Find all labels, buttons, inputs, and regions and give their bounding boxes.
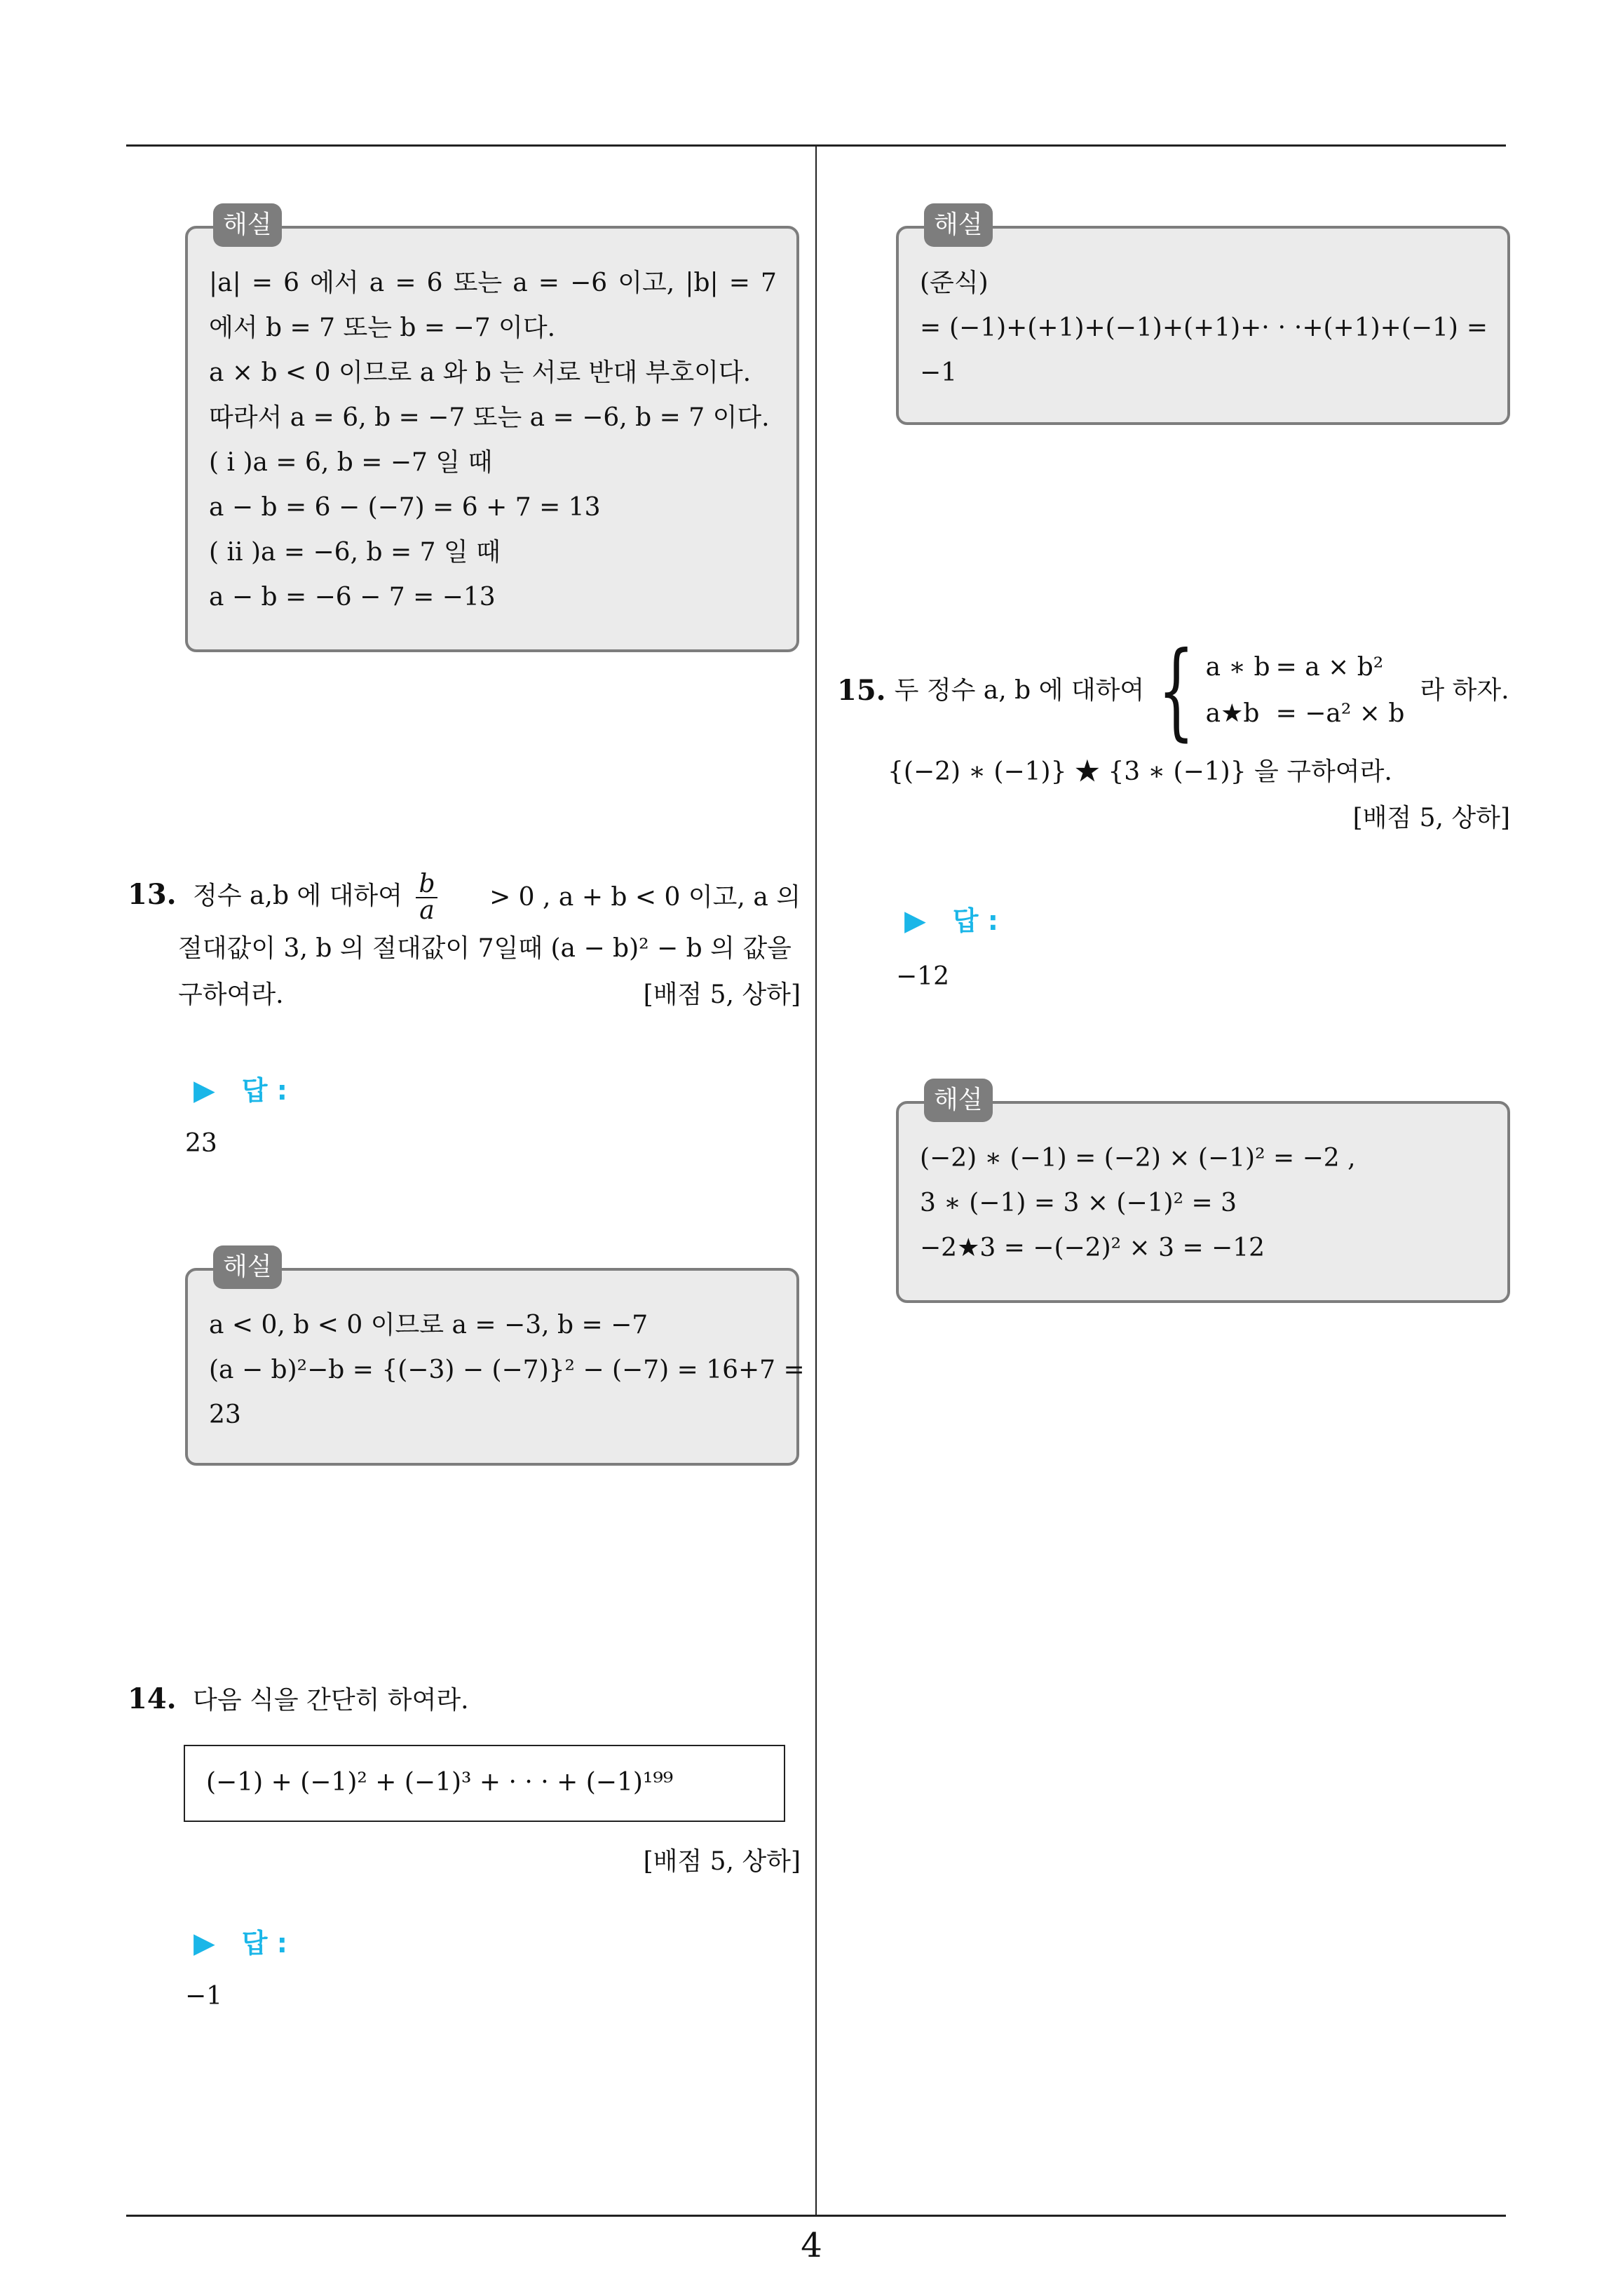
column-divider bbox=[815, 146, 817, 2215]
problem-text: 라 하자. bbox=[1420, 676, 1509, 705]
case-lhs: a ∗ b bbox=[1205, 653, 1270, 682]
answer-value: −12 bbox=[896, 962, 949, 991]
solution-line: |a| = 6 에서 a = 6 또는 a = −6 이고, |b| = 7 bbox=[209, 269, 777, 297]
solution-tag: 해설 bbox=[924, 203, 993, 247]
problem-text: 두 정수 a, b 에 대하여 bbox=[894, 676, 1145, 705]
solution-line: a × b < 0 이므로 a 와 b 는 서로 반대 부호이다. bbox=[209, 358, 752, 387]
solution-line: 23 bbox=[209, 1400, 241, 1429]
case-rhs: = a × b² bbox=[1275, 653, 1384, 682]
problem-15 bbox=[837, 630, 1510, 842]
solution-13-box bbox=[185, 1252, 805, 1466]
score-label: [배점 5, 상하] bbox=[1352, 804, 1510, 832]
play-triangle-icon: ▶ bbox=[193, 1927, 215, 1959]
problem-14 bbox=[128, 1676, 801, 1724]
question-number: 15. bbox=[837, 674, 886, 707]
solution-line: a < 0, b < 0 이므로 a = −3, b = −7 bbox=[209, 1311, 648, 1339]
problem-text: 정수 a,b 에 대하여 bbox=[193, 882, 402, 910]
left-brace-icon: { bbox=[1157, 630, 1195, 752]
problem-question: {(−2) ∗ (−1)} ★ {3 ∗ (−1)} 을 구하여라. bbox=[888, 757, 1392, 786]
score-label: [배점 5, 상하] bbox=[643, 980, 801, 1009]
bottom-rule bbox=[126, 2215, 1506, 2217]
solution-line: a − b = 6 − (−7) = 6 + 7 = 13 bbox=[209, 493, 601, 522]
problem-15-line-1 bbox=[837, 630, 1510, 752]
solution-14-box bbox=[896, 210, 1510, 425]
play-triangle-icon: ▶ bbox=[904, 905, 926, 937]
question-number: 14. bbox=[128, 1682, 177, 1715]
play-triangle-icon: ▶ bbox=[193, 1074, 215, 1107]
answer-label: ▶ 답 : bbox=[193, 1074, 287, 1107]
solution-tag: 해설 bbox=[924, 1079, 993, 1122]
problem-13 bbox=[128, 870, 801, 1018]
score-label: [배점 5, 상하] bbox=[643, 1847, 801, 1876]
case-rhs: = −a² × b bbox=[1275, 699, 1405, 728]
cases-list bbox=[1206, 644, 1405, 737]
problem-13-line-1 bbox=[128, 870, 801, 926]
problem-text: > 0 , a + b < 0 이고, a 의 bbox=[489, 883, 801, 912]
case-row bbox=[1206, 691, 1405, 737]
solution-tag: 해설 bbox=[213, 1245, 282, 1289]
fraction-b-over-a bbox=[416, 872, 437, 924]
problem-13-line-3 bbox=[128, 972, 801, 1018]
solution-line: (−2) ∗ (−1) = (−2) × (−1)² = −2 , bbox=[920, 1144, 1356, 1173]
answer-value: 23 bbox=[185, 1129, 217, 1158]
solution-line: 3 ∗ (−1) = 3 × (−1)² = 3 bbox=[920, 1189, 1237, 1217]
case-row bbox=[1206, 644, 1405, 691]
answer-value: −1 bbox=[185, 1982, 223, 2011]
formula-box: (−1) + (−1)² + (−1)³ + · · · + (−1)¹⁹⁹ bbox=[184, 1745, 785, 1822]
solution-line: ( ii )a = −6, b = 7 일 때 bbox=[209, 538, 501, 567]
page-number: 4 bbox=[801, 2226, 822, 2265]
solution-line: a − b = −6 − 7 = −13 bbox=[209, 583, 496, 612]
solution-line: = (−1)+(+1)+(−1)+(+1)+· · ·+(+1)+(−1) = bbox=[920, 313, 1488, 342]
solution-15-box bbox=[896, 1086, 1510, 1303]
piecewise-definition bbox=[1150, 630, 1405, 752]
problem-text: 구하여라. bbox=[178, 980, 284, 1009]
solution-12-box bbox=[185, 210, 799, 652]
solution-line: −2★3 = −(−2)² × 3 = −12 bbox=[920, 1234, 1265, 1262]
fraction-denominator: a bbox=[419, 896, 435, 925]
solution-line: −1 bbox=[920, 358, 958, 387]
problem-text: 다음 식을 간단히 하여라. bbox=[193, 1686, 469, 1715]
problem-text: 절대값이 3, b 의 절대값이 7일때 (a − b)² − b 의 값을 bbox=[178, 934, 792, 963]
solution-tag: 해설 bbox=[213, 203, 282, 247]
solution-line: (a − b)²−b = {(−3) − (−7)}² − (−7) = 16+7 = bbox=[209, 1356, 805, 1384]
answer-label: ▶ 답 : bbox=[193, 1927, 287, 1959]
case-lhs: a★b bbox=[1205, 699, 1260, 728]
solution-line: 에서 b = 7 또는 b = −7 이다. bbox=[209, 313, 556, 342]
solution-line: ( i )a = 6, b = −7 일 때 bbox=[209, 448, 493, 477]
answer-label: ▶ 답 : bbox=[904, 905, 998, 937]
solution-line: (준식) bbox=[920, 269, 989, 297]
solution-line: 따라서 a = 6, b = −7 또는 a = −6, b = 7 이다. bbox=[209, 403, 770, 432]
fraction-numerator: b bbox=[416, 872, 437, 898]
question-number: 13. bbox=[128, 878, 177, 911]
